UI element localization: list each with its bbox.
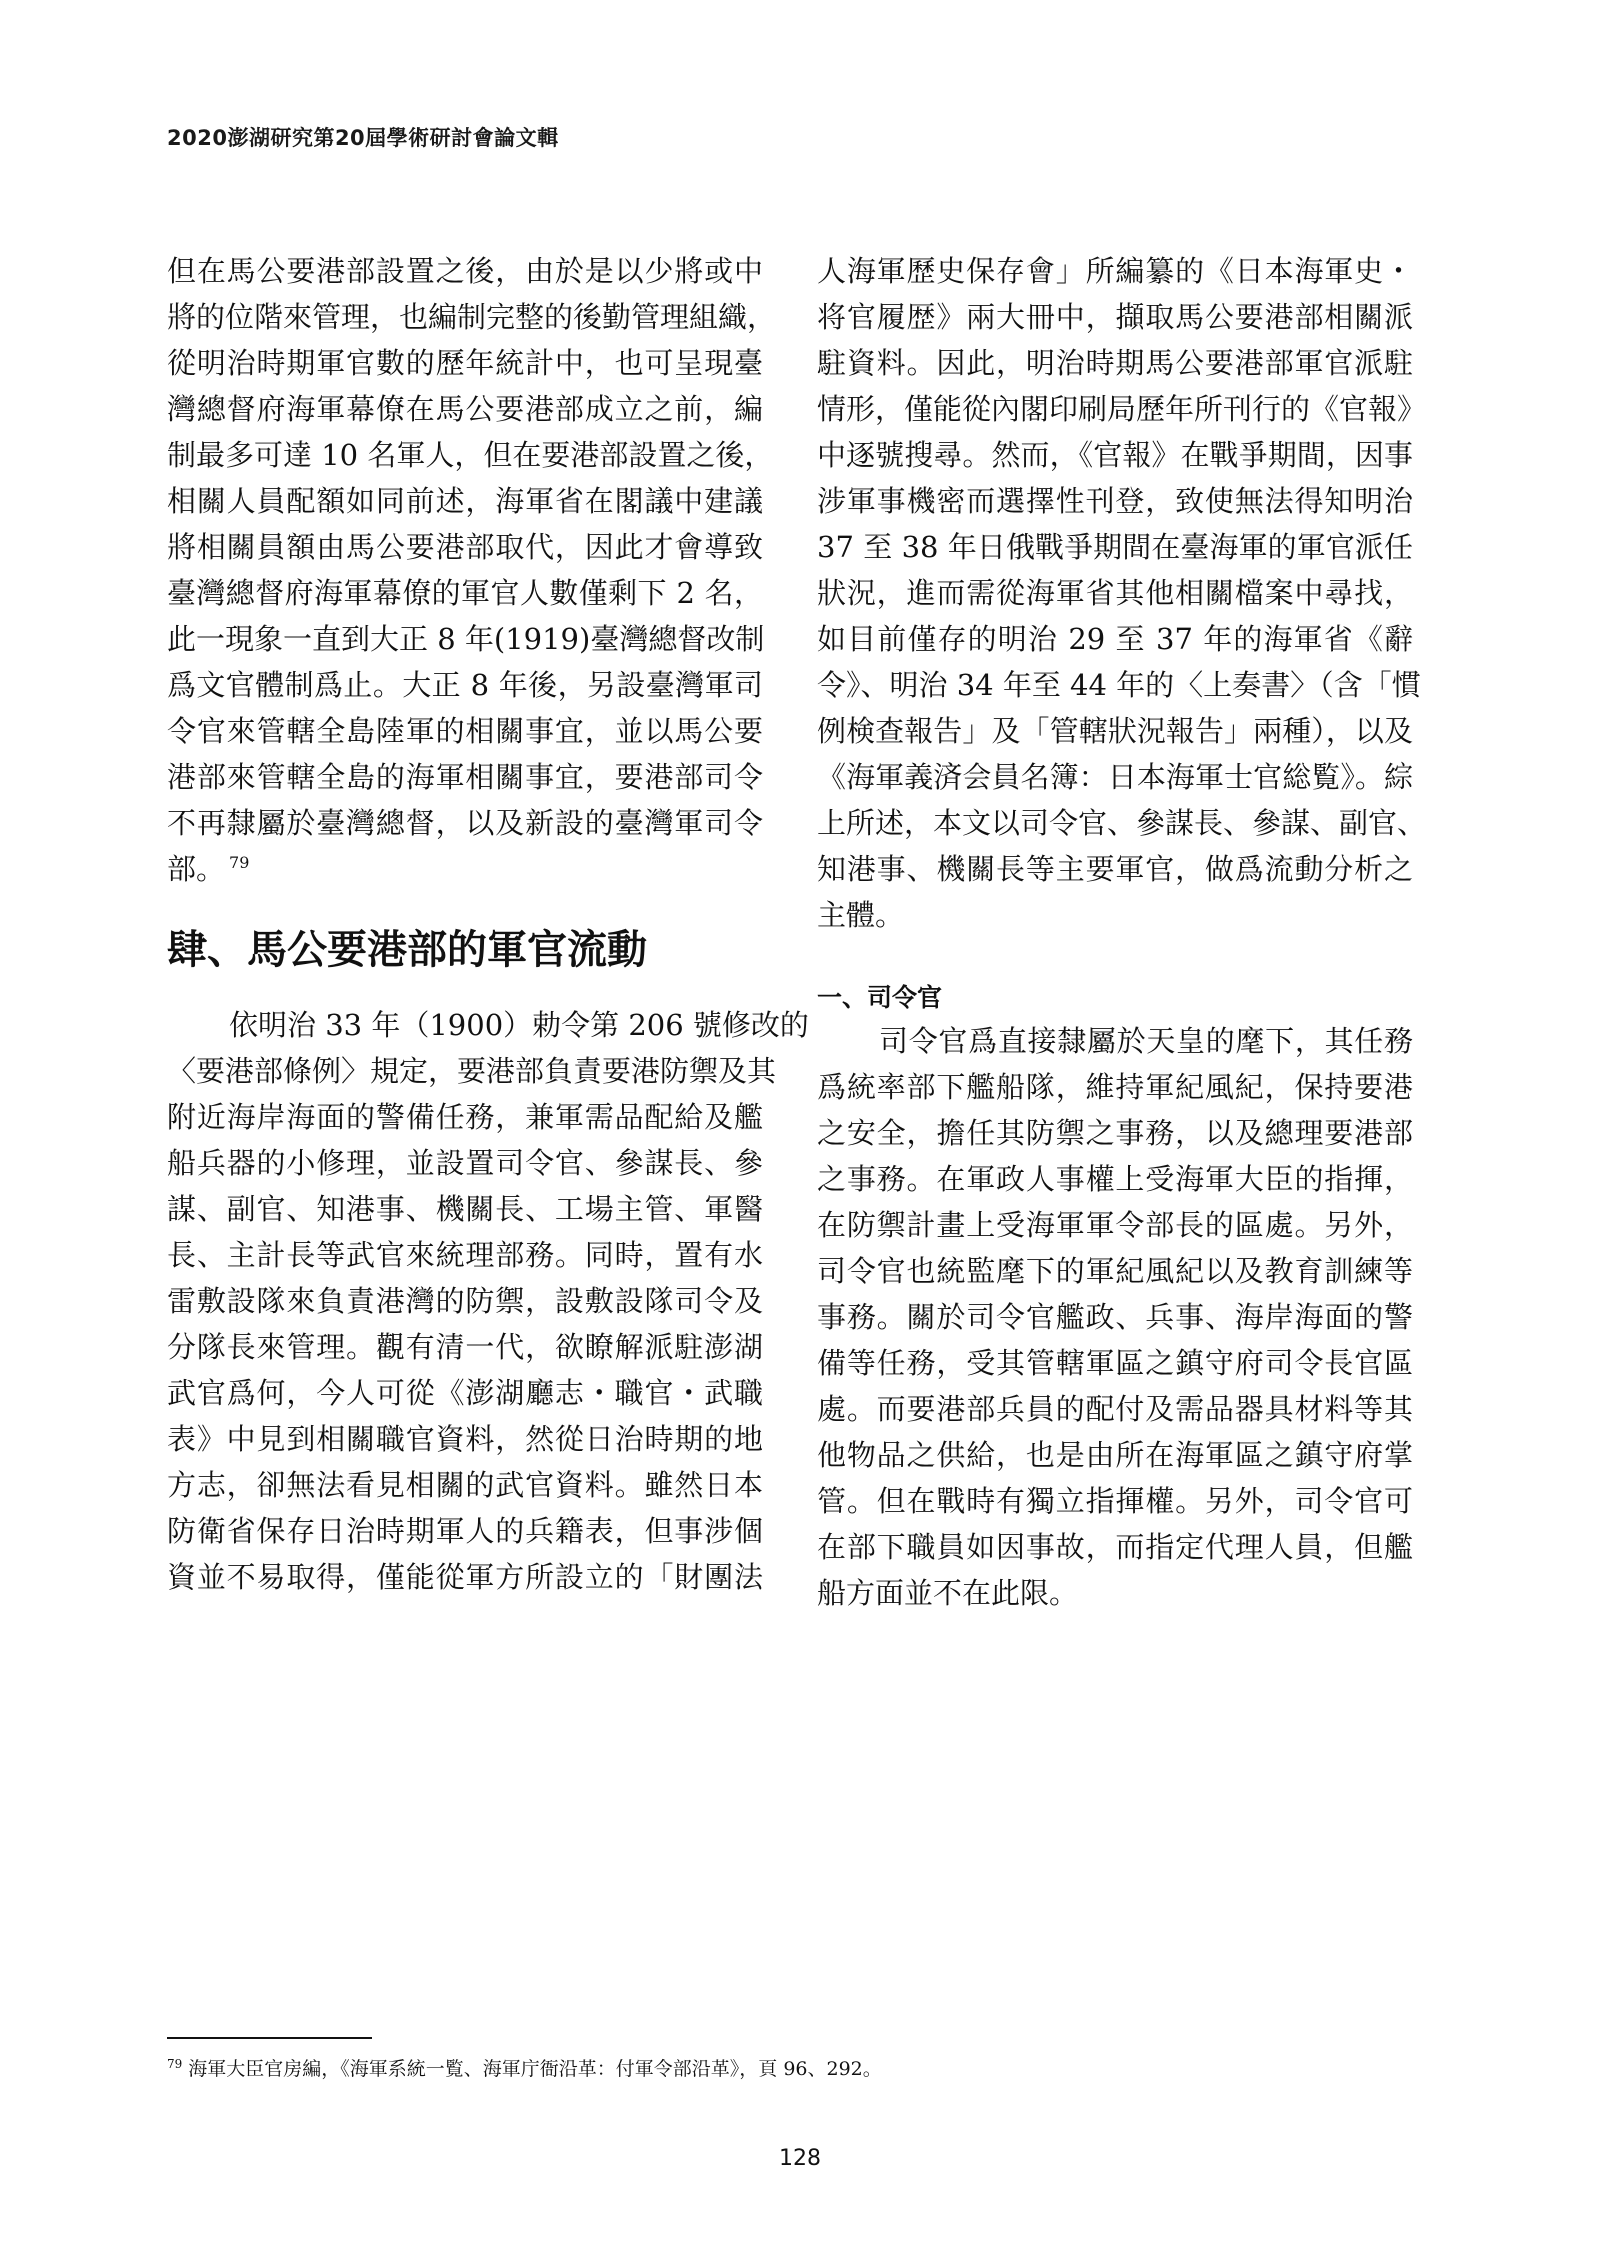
text-line: 37 至 38 年日俄戰爭期間在臺海軍的軍官派任 — [817, 530, 1413, 564]
text-line: 臺灣總督府海軍幕僚的軍官人數僅剩下 2 名， — [167, 576, 763, 610]
footnote — [167, 2054, 882, 2081]
text-line: 但在馬公要港部設置之後，由於是以少將或中 — [167, 254, 763, 288]
text-line: 處。而要港部兵員的配付及需品器具材料等其 — [817, 1392, 1413, 1426]
footnote-reference[interactable]: 79 — [229, 853, 250, 873]
text-line: 令》、明治 34 年至 44 年的〈上奏書〉（含「慣 — [817, 668, 1421, 702]
text-line: 依明治 33 年（1900）勅令第 206 號修改的 — [229, 1008, 809, 1042]
text-line: 將相關員額由馬公要港部取代，因此才會導致 — [167, 530, 763, 564]
text-line: 將的位階來管理，也編制完整的後勤管理組織， — [167, 300, 777, 334]
paragraph — [817, 248, 1427, 938]
text-line: 方志，卻無法看見相關的武官資料。雖然日本 — [167, 1468, 763, 1502]
text-line: 船兵器的小修理，並設置司令官、參謀長、參 — [167, 1146, 763, 1180]
text-line: 長、主計長等武官來統理部務。同時，置有水 — [167, 1238, 763, 1272]
paragraph — [167, 248, 777, 892]
text-line: 表》中見到相關職官資料，然從日治時期的地 — [167, 1422, 763, 1456]
text-line: 備等任務，受其管轄軍區之鎮守府司令長官區 — [817, 1346, 1413, 1380]
text-line: 船方面並不在此限。 — [817, 1576, 1079, 1610]
footnote-text: 海軍大臣官房編，《海軍系統一覧、海軍庁衙沿革：付軍令部沿革》，頁 96、292。 — [188, 2058, 882, 2080]
footnote-divider — [167, 2037, 372, 2039]
text-line: 爲統率部下艦船隊，維持軍紀風紀，保持要港 — [817, 1070, 1413, 1104]
text-line: 将官履歴》兩大冊中，擷取馬公要港部相關派 — [817, 300, 1413, 334]
text-line: 令官來管轄全島陸軍的相關事宜，並以馬公要 — [167, 714, 763, 748]
text-line: 武官爲何，今人可從《澎湖廳志・職官・武職 — [167, 1376, 763, 1410]
text-line: 主體。 — [817, 898, 905, 932]
text-line: 附近海岸海面的警備任務，兼軍需品配給及艦 — [167, 1100, 763, 1134]
text-line: 雷敷設隊來負責港灣的防禦，設敷設隊司令及 — [167, 1284, 763, 1318]
left-column — [167, 248, 809, 1600]
paragraph — [167, 1002, 809, 1600]
text-line: 爲文官體制爲止。大正 8 年後，另設臺灣軍司 — [167, 668, 763, 702]
text-line: 制最多可達 10 名軍人，但在要港部設置之後， — [167, 438, 774, 472]
text-line: 謀、副官、知港事、機關長、工場主管、軍醫 — [167, 1192, 763, 1226]
text-line: 《海軍義済会員名簿：日本海軍士官総覧》。綜 — [817, 760, 1413, 794]
text-line: 他物品之供給，也是由所在海軍區之鎮守府掌 — [817, 1438, 1413, 1472]
text-line: 人海軍歷史保存會」所編纂的《日本海軍史・ — [817, 254, 1413, 288]
text-line: 狀況，進而需從海軍省其他相關檔案中尋找， — [817, 576, 1413, 610]
text-line: 分隊長來管理。觀有清一代，欲瞭解派駐澎湖 — [167, 1330, 763, 1364]
text-line: 涉軍事機密而選擇性刊登，致使無法得知明治 — [817, 484, 1413, 518]
running-head: 2020澎湖研究第20屆學術研討會論文輯 — [167, 126, 559, 150]
page-number: 128 — [779, 2146, 821, 2171]
text-line: 不再隸屬於臺灣總督，以及新設的臺灣軍司令 — [167, 806, 763, 840]
text-line: 例検查報告」及「管轄狀況報告」兩種），以及 — [817, 714, 1413, 748]
text-line: 司令官也統監麾下的軍紀風紀以及教育訓練等 — [817, 1254, 1413, 1288]
text-line: 司令官爲直接隸屬於天皇的麾下，其任務 — [879, 1024, 1413, 1058]
text-line: 防衛省保存日治時期軍人的兵籍表，但事涉個 — [167, 1514, 763, 1548]
text-line: 事務。關於司令官艦政、兵事、海岸海面的警 — [817, 1300, 1413, 1334]
text-line: 在部下職員如因事故，而指定代理人員，但艦 — [817, 1530, 1413, 1564]
section-heading: 肆、馬公要港部的軍官流動 — [167, 926, 647, 973]
text-line: 從明治時期軍官數的歷年統計中，也可呈現臺 — [167, 346, 763, 380]
text-line: 管。但在戰時有獨立指揮權。另外，司令官可 — [817, 1484, 1413, 1518]
text-line: 之安全，擔任其防禦之事務，以及總理要港部 — [817, 1116, 1413, 1150]
text-line: 資並不易取得，僅能從軍方所設立的「財團法 — [167, 1560, 763, 1594]
text-line: 情形，僅能從內閣印刷局歷年所刊行的《官報》 — [817, 392, 1427, 426]
footnote-number: 79 — [167, 2056, 183, 2071]
text-line: 駐資料。因此，明治時期馬公要港部軍官派駐 — [817, 346, 1413, 380]
right-column — [817, 248, 1427, 1616]
subsection-heading: 一、司令官 — [817, 983, 943, 1012]
text-line: 相關人員配額如同前述，海軍省在閣議中建議 — [167, 484, 763, 518]
text-line: 灣總督府海軍幕僚在馬公要港部成立之前，編 — [167, 392, 763, 426]
text-line: 知港事、機關長等主要軍官，做爲流動分析之 — [817, 852, 1413, 886]
text-line: 如目前僅存的明治 29 至 37 年的海軍省《辭 — [817, 622, 1413, 656]
text-line: 港部來管轄全島的海軍相關事宜，要港部司令 — [167, 760, 763, 794]
text-line: 之事務。在軍政人事權上受海軍大臣的指揮， — [817, 1162, 1413, 1196]
text-line: 上所述，本文以司令官、參謀長、參謀、副官、 — [817, 806, 1427, 840]
text-line: 〈要港部條例〉規定，要港部負責要港防禦及其 — [167, 1054, 777, 1088]
text-line: 在防禦計畫上受海軍軍令部長的區處。另外， — [817, 1208, 1413, 1242]
paragraph — [817, 1018, 1413, 1616]
text-line: 部。 $^{79}$ — [167, 852, 250, 886]
text-line: 此一現象一直到大正 8 年(1919)臺灣總督改制 — [167, 622, 765, 656]
text-line: 中逐號搜尋。然而，《官報》在戰爭期間，因事 — [817, 438, 1413, 472]
